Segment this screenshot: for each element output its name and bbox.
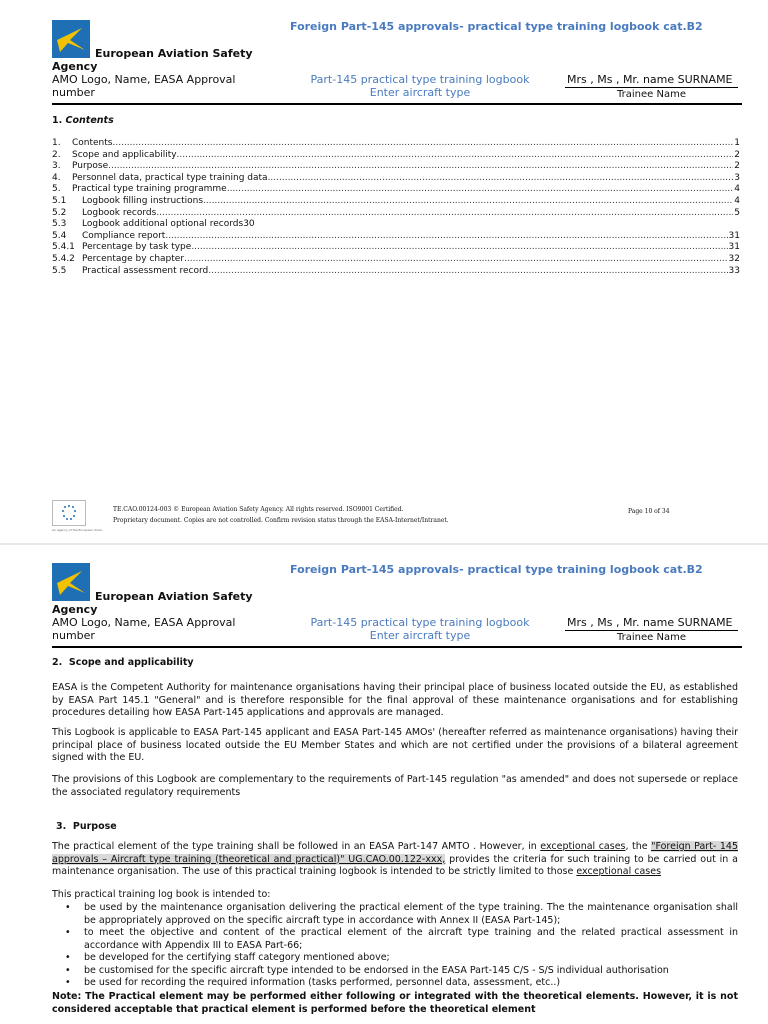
table-of-contents: [52, 138, 740, 277]
toc-leader-dots: [268, 173, 734, 185]
document-title: Foreign Part-145 approvals- practical type training logbook cat.B2: [290, 563, 703, 576]
eu-flag-icon: [52, 500, 86, 526]
purpose-text-a: The practical element of the type training shall be followed in an EASA Part-147 AMTO . However, in: [52, 841, 541, 852]
toc-entry-number: 5.1: [52, 195, 67, 206]
eu-caption: An agency of the European Union: [52, 528, 103, 532]
agency-name-line1: European Aviation Safety: [95, 47, 253, 60]
toc-leader-dots: [208, 266, 727, 278]
purpose-heading-number: 3.: [56, 821, 67, 832]
purpose-intro: This practical training log book is intended to:: [52, 889, 271, 900]
header-rule: [52, 646, 742, 648]
toc-leader-dots: [177, 150, 734, 162]
toc-entry-page: 2: [734, 149, 740, 160]
purpose-bullet-list: [62, 902, 738, 990]
toc-entry[interactable]: [52, 208, 740, 220]
toc-leader-dots: [156, 208, 733, 220]
amo-info: [52, 73, 252, 99]
purpose-text-e: provides the criteria for such training to be carried out in a maintenance organisation. The use of this practical training logbook is intended to be strictly limited to those: [52, 853, 738, 877]
purpose-bullet-item: • be used for recording the required information (tasks performed, personnel data, assessment, etc..): [62, 977, 738, 990]
toc-entry-title: Logbook additional optional records30: [82, 219, 255, 230]
toc-entry-title: Purpose: [72, 161, 109, 172]
toc-entry-title: Logbook filling instructions: [82, 195, 204, 206]
toc-entry-title: Percentage by chapter: [82, 253, 185, 264]
amo-line2: number: [52, 86, 95, 99]
scope-paragraph-2: This Logbook is applicable to EASA Part-145 applicant and EASA Part-145 AMOs' (hereafter referred as maintenance organisations) having their principal place of business located outside the EU Member States and which are not certified under the provisions of a bilateral agreement signed with the EU.: [52, 727, 738, 763]
amo-info: [52, 616, 252, 642]
toc-entry-title: Practical assessment record: [82, 265, 209, 276]
toc-entry-number: 5.2: [52, 207, 67, 218]
toc-entry-number: 3.: [52, 161, 61, 172]
toc-entry-number: 5.4.1: [52, 242, 75, 253]
toc-leader-dots: [203, 196, 733, 208]
toc-entry[interactable]: [52, 196, 740, 208]
toc-entry-title: Scope and applicability: [72, 149, 177, 160]
agency-name-line1: European Aviation Safety: [95, 590, 253, 603]
easa-logo-icon: [52, 563, 90, 601]
logbook-title: Part-145 practical type training logbook: [310, 73, 530, 86]
header-rule: [52, 103, 742, 105]
contents-heading: [52, 115, 114, 126]
toc-entry-number: 5.: [52, 184, 61, 195]
page-2: [0, 545, 768, 1024]
ug-cao-reference: "Foreign Part- 145 approvals – Aircraft type training (theoretical and practical)" UG.CAO.00.122-xxx,: [52, 841, 738, 865]
toc-entry-page: 2: [734, 161, 740, 172]
footer-line2: Proprietary document. Copies are not controlled. Confirm revision status through the EASA-Internet/Intranet.: [113, 517, 449, 524]
trainee-name-field[interactable]: Mrs , Ms , Mr. name SURNAME: [567, 73, 733, 86]
toc-entry[interactable]: [52, 231, 740, 243]
toc-entry-title: Contents: [72, 138, 113, 148]
toc-entry[interactable]: [52, 219, 740, 231]
toc-entry-page: 31: [728, 242, 740, 253]
toc-entry-page: 5: [734, 207, 740, 218]
toc-entry-number: 5.3: [52, 219, 67, 230]
agency-name-line2: Agency: [52, 603, 98, 616]
trainee-label: Trainee Name: [617, 632, 686, 643]
purpose-heading: [56, 821, 117, 832]
contents-heading-text: Contents: [65, 115, 114, 126]
document-title: Foreign Part-145 approvals- practical type training logbook cat.B2: [290, 20, 703, 33]
toc-entry-title: Personnel data, practical type training data: [72, 172, 268, 183]
trainee-rule: [565, 87, 738, 88]
scope-heading-number: 2.: [52, 657, 63, 668]
toc-entry-title: Compliance report: [82, 230, 166, 241]
aircraft-type-field[interactable]: Enter aircraft type: [369, 86, 471, 99]
toc-entry[interactable]: [52, 266, 740, 278]
aircraft-type-field[interactable]: Enter aircraft type: [369, 629, 471, 642]
toc-entry-page: 31: [728, 230, 740, 241]
footer-text: [113, 504, 449, 526]
toc-leader-dots: [112, 138, 733, 150]
toc-entry[interactable]: [52, 173, 740, 185]
purpose-paragraph: [52, 841, 738, 879]
exceptional-cases-link: exceptional cases: [540, 841, 626, 852]
toc-entry-number: 1.: [52, 138, 61, 148]
purpose-bullet-item: • be developed for the certifying staff category mentioned above;: [62, 952, 738, 965]
logbook-title: Part-145 practical type training logbook: [310, 616, 530, 629]
toc-entry-page: 1: [734, 138, 740, 148]
exceptional-cases-end: exceptional cases: [576, 866, 662, 877]
toc-entry[interactable]: [52, 184, 740, 196]
purpose-bullet-item: • to meet the objective and content of the practical element of the aircraft type training and the related practical assessment in accordance with Appendix III to EASA Part-66;: [62, 927, 738, 952]
toc-entry-number: 5.4: [52, 230, 67, 241]
toc-leader-dots: [227, 184, 734, 196]
footer-line1: TE.CAO.00124-003 © European Aviation Safety Agency. All rights reserved. ISO9001 Certified.: [113, 506, 404, 513]
scope-heading-text: Scope and applicability: [68, 657, 194, 668]
toc-entry-page: 4: [734, 195, 740, 206]
toc-leader-dots: [191, 242, 727, 254]
toc-entry[interactable]: [52, 150, 740, 162]
toc-entry-number: 5.4.2: [52, 253, 75, 264]
toc-entry-number: 2.: [52, 149, 61, 160]
easa-logo-icon: [52, 20, 90, 58]
toc-entry-title: Percentage by task type: [82, 242, 192, 253]
amo-line1: AMO Logo, Name, EASA Approval: [52, 616, 236, 629]
toc-leader-dots: [184, 254, 728, 266]
agency-name-line2: Agency: [52, 60, 98, 73]
toc-entry-page: 32: [728, 253, 740, 264]
toc-entry-page: 3: [734, 172, 740, 183]
scope-paragraph-3: The provisions of this Logbook are complementary to the requirements of Part-145 regulation "as amended" and does not supersede or replace the associated regulatory requirements: [52, 774, 738, 798]
footer-page-number: Page 10 of 34: [628, 508, 670, 515]
trainee-label: Trainee Name: [617, 89, 686, 100]
purpose-heading-text: Purpose: [72, 821, 117, 832]
toc-entry-number: 5.5: [52, 265, 67, 276]
toc-entry-title: Logbook records: [82, 207, 157, 218]
contents-heading-number: 1.: [52, 115, 63, 126]
scope-heading: [52, 657, 194, 668]
purpose-bullet-item: • be used by the maintenance organisation delivering the practical element of the type training. The the maintenance organisation shall be appropriately approved on the specific aircraft type in accordance with Annex II (EASA Part-145);: [62, 902, 738, 927]
toc-entry[interactable]: [52, 254, 740, 266]
toc-entry-page: 33: [728, 265, 740, 276]
toc-entry-page: 4: [734, 184, 740, 195]
purpose-bullet-item: • be customised for the specific aircraft type intended to be endorsed in the EASA Part-145 C/S - S/S individual authorisation: [62, 965, 738, 978]
trainee-rule: [565, 630, 738, 631]
amo-line1: AMO Logo, Name, EASA Approval: [52, 73, 236, 86]
amo-line2: number: [52, 629, 95, 642]
toc-leader-dots: [165, 231, 727, 243]
toc-entry[interactable]: [52, 161, 740, 173]
toc-entry[interactable]: [52, 242, 740, 254]
toc-entry-title: Practical type training programme: [72, 184, 227, 195]
toc-leader-dots: [108, 161, 733, 173]
toc-entry[interactable]: [52, 138, 740, 150]
trainee-name-field[interactable]: Mrs , Ms , Mr. name SURNAME: [567, 616, 733, 629]
toc-entry-number: 4.: [52, 172, 61, 183]
purpose-text-c: , the: [625, 841, 652, 852]
scope-paragraph-1: EASA is the Competent Authority for maintenance organisations having their principal place of business located outside the EU, as established by EASA Part 145.1 "General" and is therefore responsible for the final approval of these maintenance organisations and for establishing procedures detailing how EASA Part-145 applications and approvals are managed.: [52, 682, 738, 718]
purpose-note: Note: The Practical element may be performed either following or integrated with the theoretical elements. However, it is not considered acceptable that practical element is performed before the theoretical element: [52, 991, 738, 1015]
